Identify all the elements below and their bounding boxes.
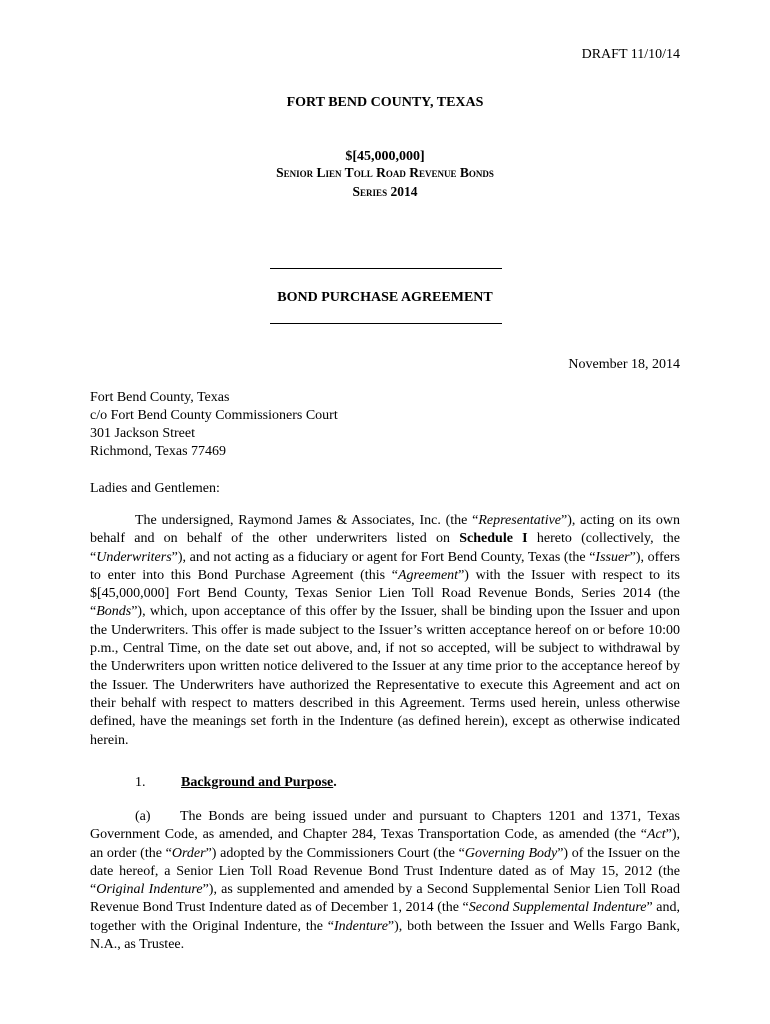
paragraph-label: (a)	[135, 809, 151, 824]
paragraph-a: (a) The Bonds are being issued under and pursuant to Chapters 1201 and 1371, Texas Government Code, as amended, and Chapter 284, Texas Transportation Code, as amended (the “Act”), an order (the “Order”) adopted by the Commissioners Court (the “Governing Body”) of the Issuer on the date hereof, a Senior Lien Toll Road Revenue Bond Trust Indenture dated as of May 15, 2012 (the “Original Indenture”), as supplemented and amended by a Second Supplemental Senior Lien Toll Road Revenue Bond Trust Indenture dated as of December 1, 2014 (the “Second Supplemental Indenture” and, together with the Original Indenture, the “Indenture”), both between the Issuer and Wells Fargo Bank, N.A., as Trustee.	[90, 809, 681, 953]
section-title: Background and Purpose	[181, 775, 334, 790]
divider-top	[270, 268, 502, 269]
agreement-date: November 18, 2014	[568, 357, 680, 372]
address-line: Fort Bend County, Texas	[90, 390, 230, 405]
bond-series: Series 2014	[352, 184, 418, 199]
intro-paragraph: The undersigned, Raymond James & Associates, Inc. (the “Representative”), acting on its own behalf and on behalf of the other underwriters listed on Schedule I hereto (collectively, the “Underwriters”), and not acting as a fiduciary or agent for Fort Bend County, Texas (the “Issuer”), offers to enter into this Bond Purchase Agreement (this “Agreement”) with the Issuer with respect to its $[45,000,000] Fort Bend County, Texas Senior Lien Toll Road Revenue Bonds, Series 2014 (the “Bonds”), which, upon acceptance of this offer by the Issuer, shall be binding upon the Issuer and upon the Underwriters. This offer is made subject to the Issuer’s written acceptance hereof on or before 10:00 p.m., Central Time, on the date set out above, and, if not so accepted, will be subject to withdrawal by the Underwriters upon written notice delivered to the Issuer at any time prior to the acceptance hereof by the Issuer. The Underwriters have authorized the Representative to execute this Agreement and act on their behalf with respect to matters described in this Agreement. Terms used herein, unless otherwise defined, have the meanings set forth in the Indenture (as defined herein), except as otherwise indicated herein.	[90, 513, 681, 748]
section-number: 1.	[135, 775, 146, 790]
issuer-heading: FORT BEND COUNTY, TEXAS	[286, 95, 484, 110]
address-line: c/o Fort Bend County Commissioners Court	[90, 408, 338, 423]
section-heading: 1. Background and Purpose.	[135, 775, 337, 790]
bond-title: Senior Lien Toll Road Revenue Bonds	[276, 165, 494, 180]
bond-amount: $[45,000,000]	[345, 149, 425, 164]
address-line: 301 Jackson Street	[90, 426, 195, 441]
agreement-title: BOND PURCHASE AGREEMENT	[277, 290, 493, 305]
address-block	[90, 389, 338, 461]
divider-bottom	[270, 323, 502, 324]
address-line: Richmond, Texas 77469	[90, 444, 227, 459]
draft-label: DRAFT 11/10/14	[581, 47, 680, 62]
salutation: Ladies and Gentlemen:	[90, 481, 220, 496]
